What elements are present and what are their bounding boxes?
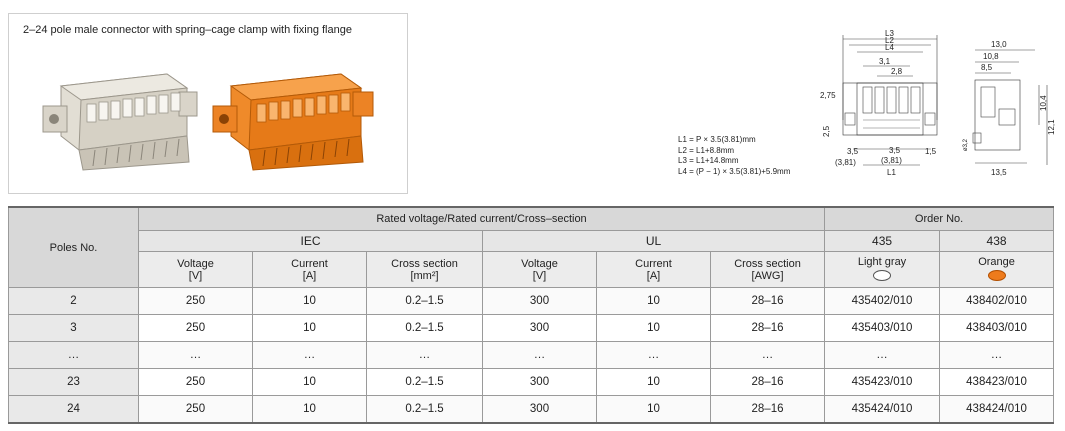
iec-current-cell: … [253,342,367,369]
label-381-a: (3,81) [835,158,856,167]
iec-cross-cell: … [367,342,483,369]
label-13-5: 13,5 [991,168,1007,177]
light-gray-swatch-icon [873,270,891,281]
iec-current-cell: 10 [253,369,367,396]
poles-cell: … [9,342,139,369]
label-2-8: 2,8 [891,67,903,76]
poles-header: Poles No. [9,207,139,288]
poles-cell: 2 [9,288,139,315]
label-3-1: 3,1 [879,57,891,66]
iec-header: IEC [139,231,483,252]
ul-current-cell: … [597,342,711,369]
color-435-header: Light gray [825,252,940,288]
ul-cross-cell: 28–16 [711,288,825,315]
product-caption: 2–24 pole male connector with spring–cage clamp with fixing flange [23,24,352,36]
label-l3: L3 [885,29,894,38]
iec-voltage-cell: 250 [139,315,253,342]
iec-voltage-cell: … [139,342,253,369]
spec-table [8,206,1054,424]
color-438-header: Orange [940,252,1054,288]
iec-current-header: Current [A] [253,252,367,288]
order-435-cell: 435424/010 [825,396,940,424]
table-row [9,288,1054,315]
label-10-4: 10,4 [1039,95,1048,111]
ul-header: UL [483,231,825,252]
ul-current-header: Current [A] [597,252,711,288]
spec-table-body [9,288,1054,424]
ul-cross-cell: 28–16 [711,396,825,424]
iec-cross-header: Cross section [mm²] [367,252,483,288]
label-13-0: 13,0 [991,40,1007,49]
order-header: Order No. [825,207,1054,231]
label-12-1: 12,1 [1047,119,1056,135]
ul-current-cell: 10 [597,396,711,424]
formula-l4: L4 = (P − 1) × 3.5(3.81)+5.9mm [678,166,791,176]
iec-cross-cell: 0.2–1.5 [367,369,483,396]
order-438-header: 438 [940,231,1054,252]
poles-cell: 3 [9,315,139,342]
iec-current-cell: 10 [253,396,367,424]
label-2-75: 2,75 [820,91,836,100]
label-8-5: 8,5 [981,63,993,72]
ul-voltage-header: Voltage [V] [483,252,597,288]
ul-cross-cell: … [711,342,825,369]
ul-voltage-cell: 300 [483,369,597,396]
ul-voltage-cell: 300 [483,396,597,424]
poles-cell: 24 [9,396,139,424]
iec-voltage-cell: 250 [139,369,253,396]
iec-voltage-cell: 250 [139,396,253,424]
order-438-cell: 438402/010 [940,288,1054,315]
iec-current-cell: 10 [253,288,367,315]
gray-connector-image [39,66,199,171]
order-435-cell: 435403/010 [825,315,940,342]
order-438-cell: … [940,342,1054,369]
ul-cross-cell: 28–16 [711,315,825,342]
label-3-5-b: 3,5 [889,146,901,155]
product-photo-panel [8,13,408,194]
order-438-cell: 438424/010 [940,396,1054,424]
table-row [9,369,1054,396]
ul-voltage-cell: … [483,342,597,369]
ul-cross-header: Cross section [AWG] [711,252,825,288]
order-435-cell: 435423/010 [825,369,940,396]
iec-cross-cell: 0.2–1.5 [367,315,483,342]
iec-voltage-header: Voltage [V] [139,252,253,288]
formula-l3: L3 = L1+14.8mm [678,156,739,165]
order-438-cell: 438403/010 [940,315,1054,342]
label-381-b: (3,81) [881,156,902,165]
orange-connector-image [209,66,379,171]
formula-l1: L1 = P × 3.5(3.81)mm [678,135,756,144]
order-438-cell: 438423/010 [940,369,1054,396]
label-l2: L2 [885,36,894,45]
ul-cross-cell: 28–16 [711,369,825,396]
ul-voltage-cell: 300 [483,315,597,342]
label-2-5: 2,5 [822,125,831,137]
technical-drawing [815,25,1055,185]
iec-voltage-cell: 250 [139,288,253,315]
orange-swatch-icon [988,270,1006,281]
poles-cell: 23 [9,369,139,396]
order-435-header: 435 [825,231,940,252]
label-dia-3-2: ø3,2 [963,138,969,151]
ul-current-cell: 10 [597,369,711,396]
iec-cross-cell: 0.2–1.5 [367,288,483,315]
table-row [9,342,1054,369]
rated-group-header: Rated voltage/Rated current/Cross–section [139,207,825,231]
ul-voltage-cell: 300 [483,288,597,315]
label-1-5: 1,5 [925,147,937,156]
table-row [9,396,1054,424]
order-435-cell: 435402/010 [825,288,940,315]
label-l1: L1 [887,168,896,177]
order-435-cell: … [825,342,940,369]
label-3-5-a: 3,5 [847,147,859,156]
table-row [9,315,1054,342]
dimension-formulas [678,135,790,177]
label-10-8: 10,8 [983,52,999,61]
iec-cross-cell: 0.2–1.5 [367,396,483,424]
ul-current-cell: 10 [597,315,711,342]
formula-l2: L2 = L1+8.8mm [678,145,735,155]
ul-current-cell: 10 [597,288,711,315]
iec-current-cell: 10 [253,315,367,342]
label-l4: L4 [885,43,894,52]
